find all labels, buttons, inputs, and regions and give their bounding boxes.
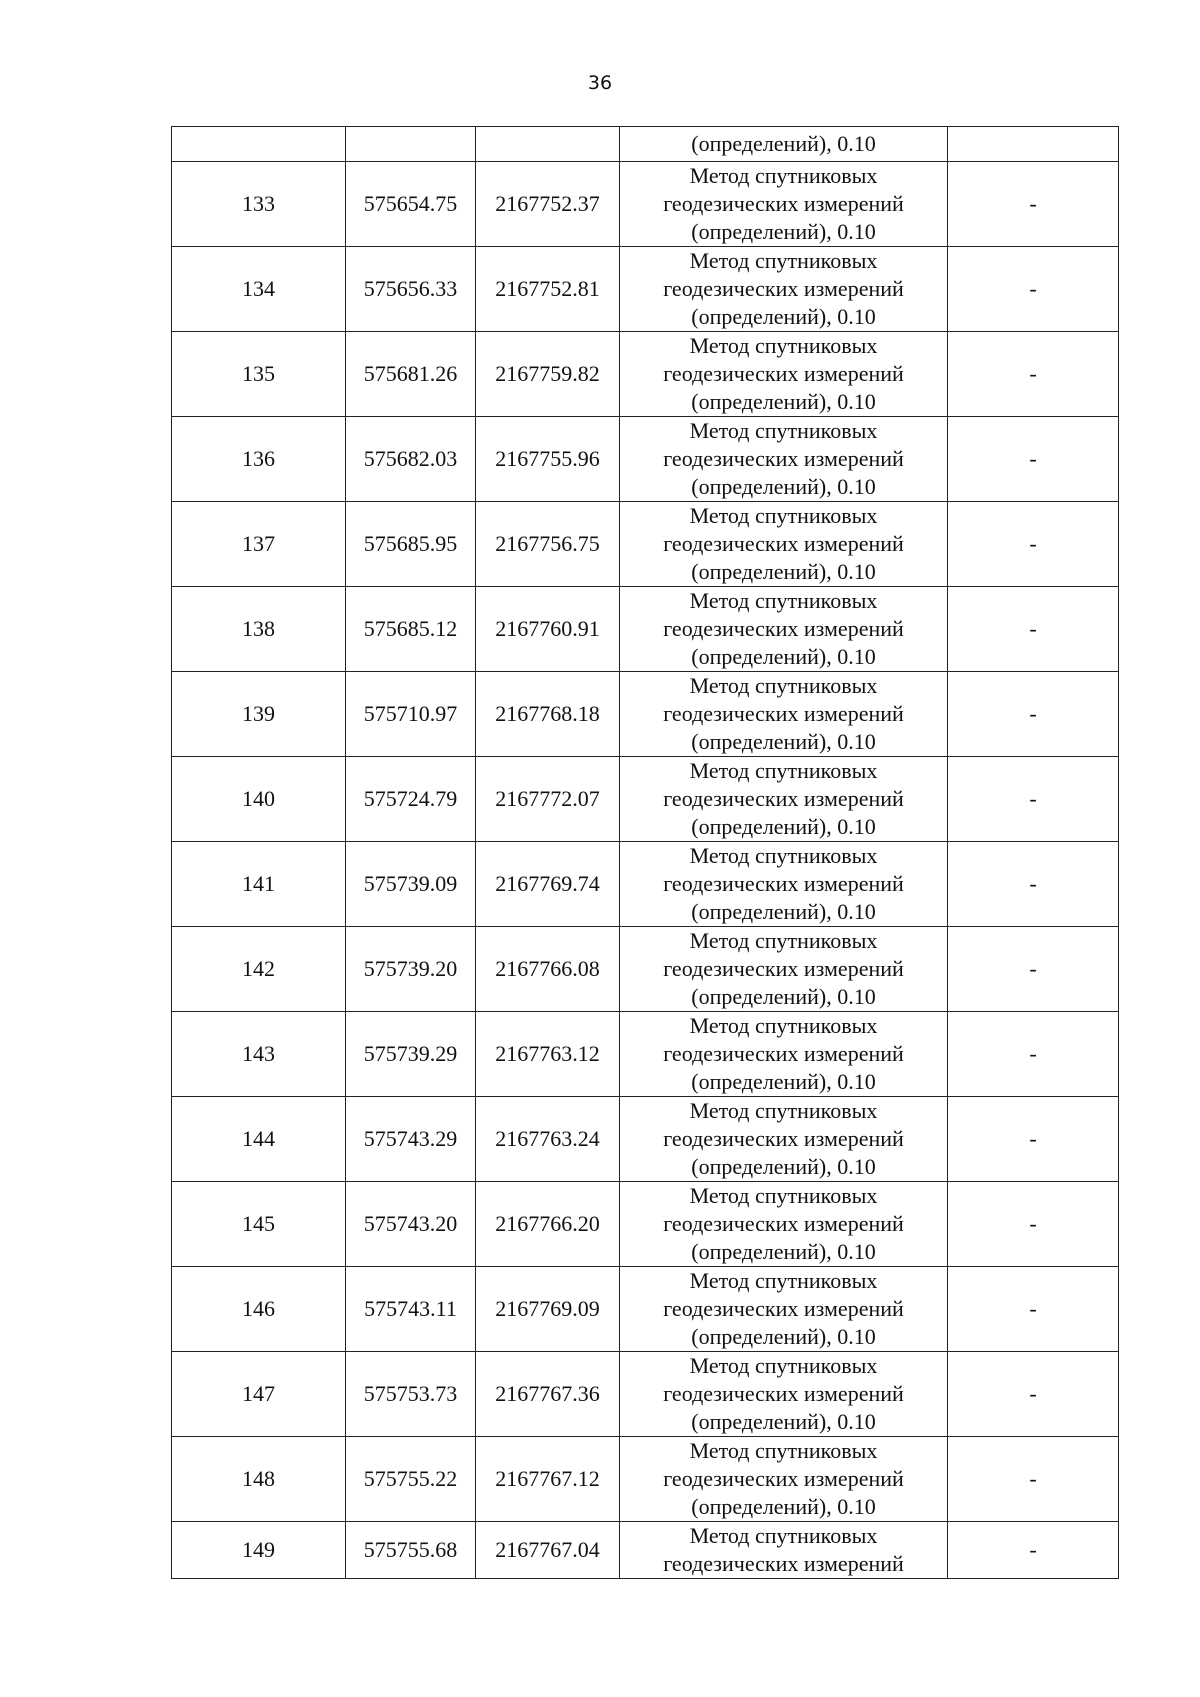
cell-y: 2167752.81 [476,247,620,332]
cell-point-number: 142 [172,927,346,1012]
cell-point-number: 138 [172,587,346,672]
method-line-1: Метод спутниковых [689,1098,878,1123]
table-row [172,587,1119,672]
cell-method [620,1267,948,1352]
cell-point-number [172,127,346,162]
cell-point-number: 145 [172,1182,346,1267]
cell-point-number: 133 [172,162,346,247]
method-line-2: геодезических измерений [663,1466,904,1491]
cell-description: - [948,842,1119,927]
cell-description: - [948,1267,1119,1352]
cell-method [620,1097,948,1182]
cell-description: - [948,1012,1119,1097]
cell-y: 2167763.24 [476,1097,620,1182]
method-line-1: Метод спутниковых [689,333,878,358]
cell-point-number: 135 [172,332,346,417]
method-line-1: Метод спутниковых [689,1523,878,1548]
table-row [172,247,1119,332]
cell-point-number: 137 [172,502,346,587]
method-line-1: Метод спутниковых [689,1268,878,1293]
table-row [172,672,1119,757]
method-line-2: геодезических измерений [663,956,904,981]
cell-description: - [948,757,1119,842]
cell-y: 2167763.12 [476,1012,620,1097]
cell-x: 575681.26 [346,332,476,417]
cell-x: 575685.12 [346,587,476,672]
cell-x [346,127,476,162]
cell-y: 2167766.08 [476,927,620,1012]
method-line-1: Метод спутниковых [689,1353,878,1378]
cell-y: 2167772.07 [476,757,620,842]
table-row [172,417,1119,502]
table-row [172,1352,1119,1437]
method-line-2: геодезических измерений [663,1551,904,1576]
cell-description [948,127,1119,162]
method-line-2: геодезических измерений [663,616,904,641]
cell-y: 2167769.09 [476,1267,620,1352]
cell-y: 2167767.12 [476,1437,620,1522]
cell-method [620,1522,948,1579]
method-line-2: геодезических измерений [663,276,904,301]
method-line-1: Метод спутниковых [689,673,878,698]
method-line-3: (определений), 0.10 [691,559,876,584]
cell-x: 575739.20 [346,927,476,1012]
method-line-3: (определений), 0.10 [691,131,876,156]
cell-description: - [948,927,1119,1012]
cell-point-number: 139 [172,672,346,757]
cell-method [620,927,948,1012]
table-row [172,162,1119,247]
cell-method [620,502,948,587]
cell-x: 575710.97 [346,672,476,757]
method-line-3: (определений), 0.10 [691,729,876,754]
cell-y: 2167767.36 [476,1352,620,1437]
method-line-3: (определений), 0.10 [691,1239,876,1264]
cell-method [620,1437,948,1522]
method-line-2: геодезических измерений [663,1381,904,1406]
cell-point-number: 147 [172,1352,346,1437]
table-row [172,927,1119,1012]
method-line-1: Метод спутниковых [689,928,878,953]
cell-method [620,127,948,162]
cell-x: 575656.33 [346,247,476,332]
table-row-continued [172,127,1119,162]
cell-x: 575739.09 [346,842,476,927]
cell-y: 2167767.04 [476,1522,620,1579]
cell-x: 575685.95 [346,502,476,587]
cell-description: - [948,162,1119,247]
cell-method [620,162,948,247]
method-line-2: геодезических измерений [663,701,904,726]
method-line-3: (определений), 0.10 [691,474,876,499]
table-row [172,1182,1119,1267]
cell-point-number: 143 [172,1012,346,1097]
method-line-1: Метод спутниковых [689,418,878,443]
cell-x: 575743.20 [346,1182,476,1267]
cell-method [620,1012,948,1097]
method-line-3: (определений), 0.10 [691,304,876,329]
table-row [172,757,1119,842]
table-row [172,332,1119,417]
method-line-2: геодезических измерений [663,1211,904,1236]
method-line-3: (определений), 0.10 [691,1069,876,1094]
method-line-1: Метод спутниковых [689,163,878,188]
cell-point-number: 149 [172,1522,346,1579]
cell-description: - [948,417,1119,502]
cell-x: 575724.79 [346,757,476,842]
method-line-1: Метод спутниковых [689,248,878,273]
method-line-3: (определений), 0.10 [691,1409,876,1434]
cell-y: 2167755.96 [476,417,620,502]
cell-method [620,757,948,842]
method-line-1: Метод спутниковых [689,1013,878,1038]
method-line-1: Метод спутниковых [689,503,878,528]
cell-y: 2167759.82 [476,332,620,417]
method-line-2: геодезических измерений [663,191,904,216]
cell-description: - [948,587,1119,672]
method-line-3: (определений), 0.10 [691,1324,876,1349]
table-row [172,1522,1119,1579]
cell-method [620,332,948,417]
cell-point-number: 148 [172,1437,346,1522]
method-line-2: геодезических измерений [663,871,904,896]
cell-x: 575682.03 [346,417,476,502]
method-line-1: Метод спутниковых [689,588,878,613]
method-line-1: Метод спутниковых [689,758,878,783]
method-line-3: (определений), 0.10 [691,984,876,1009]
method-line-3: (определений), 0.10 [691,389,876,414]
method-line-2: геодезических измерений [663,1126,904,1151]
cell-method [620,417,948,502]
cell-description: - [948,1352,1119,1437]
cell-point-number: 134 [172,247,346,332]
cell-method [620,672,948,757]
cell-description: - [948,502,1119,587]
cell-y: 2167760.91 [476,587,620,672]
cell-point-number: 140 [172,757,346,842]
cell-description: - [948,1182,1119,1267]
cell-point-number: 141 [172,842,346,927]
cell-y: 2167768.18 [476,672,620,757]
cell-x: 575755.22 [346,1437,476,1522]
cell-point-number: 136 [172,417,346,502]
method-line-2: геодезических измерений [663,1296,904,1321]
cell-description: - [948,1437,1119,1522]
table-row [172,842,1119,927]
method-line-3: (определений), 0.10 [691,814,876,839]
cell-point-number: 146 [172,1267,346,1352]
page-number: 36 [587,72,613,94]
table-row [172,1267,1119,1352]
method-line-3: (определений), 0.10 [691,219,876,244]
cell-x: 575739.29 [346,1012,476,1097]
coordinates-table [171,126,1119,1579]
cell-x: 575755.68 [346,1522,476,1579]
table-row [172,1097,1119,1182]
cell-method [620,1352,948,1437]
cell-y: 2167766.20 [476,1182,620,1267]
cell-description: - [948,672,1119,757]
cell-point-number: 144 [172,1097,346,1182]
cell-method [620,1182,948,1267]
cell-method [620,587,948,672]
method-line-2: геодезических измерений [663,446,904,471]
table-row [172,1012,1119,1097]
cell-description: - [948,1097,1119,1182]
table-row [172,502,1119,587]
method-line-2: геодезических измерений [663,1041,904,1066]
cell-description: - [948,1522,1119,1579]
method-line-1: Метод спутниковых [689,843,878,868]
method-line-3: (определений), 0.10 [691,899,876,924]
cell-y: 2167752.37 [476,162,620,247]
cell-y: 2167769.74 [476,842,620,927]
cell-method [620,842,948,927]
coordinates-table-body [172,127,1119,1579]
cell-description: - [948,332,1119,417]
method-line-2: геодезических измерений [663,531,904,556]
cell-y [476,127,620,162]
table-row [172,1437,1119,1522]
cell-x: 575743.29 [346,1097,476,1182]
method-line-2: геодезических измерений [663,786,904,811]
method-line-1: Метод спутниковых [689,1183,878,1208]
cell-x: 575654.75 [346,162,476,247]
method-line-3: (определений), 0.10 [691,644,876,669]
method-line-2: геодезических измерений [663,361,904,386]
cell-method [620,247,948,332]
method-line-3: (определений), 0.10 [691,1494,876,1519]
cell-description: - [948,247,1119,332]
method-line-1: Метод спутниковых [689,1438,878,1463]
cell-y: 2167756.75 [476,502,620,587]
method-line-3: (определений), 0.10 [691,1154,876,1179]
cell-x: 575743.11 [346,1267,476,1352]
cell-x: 575753.73 [346,1352,476,1437]
